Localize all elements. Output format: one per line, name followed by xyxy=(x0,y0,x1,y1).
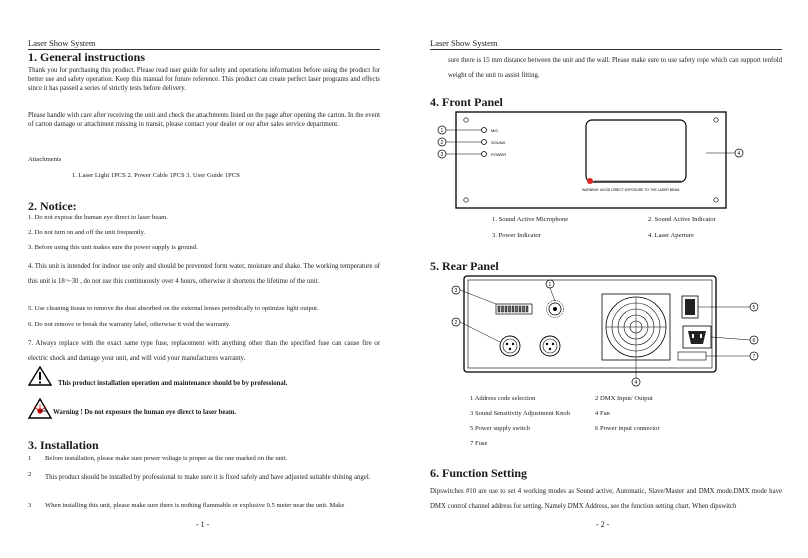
rear-legend-item: 5 Power supply switch xyxy=(470,425,530,432)
installation-item-text: This product should be installed by professional to make sure it is fixed safely and have adjusted suitable shining angel. xyxy=(45,474,371,481)
general-instructions-paragraph-2: Please handle with care after receiving the unit and check the attachments listed on the page after opening the carton. In the event of carton damage or attachment missing in transit, please contact your dealer or our after sales service department. xyxy=(28,112,380,128)
attachments-list: 1. Laser Light 1PCS 2. Power Cable 1PCS 3. User Guide 1PCS xyxy=(72,172,240,179)
left-page xyxy=(28,0,380,558)
svg-text:4: 4 xyxy=(634,380,638,386)
svg-text:5: 5 xyxy=(752,305,756,311)
rear-legend-item: 6 Power input connector xyxy=(595,425,660,432)
attachments-label: Attachments xyxy=(28,156,62,163)
svg-text:2: 2 xyxy=(440,140,444,146)
notice-item: 1. Do not expose the human eye direct to laser beam. xyxy=(28,214,168,221)
front-panel-heading: 4. Front Panel xyxy=(430,95,503,109)
general-instructions-heading: 1. General instructions xyxy=(28,50,145,64)
front-legend-item: 4. Laser Aperture xyxy=(648,232,694,239)
svg-text:2: 2 xyxy=(454,320,458,326)
svg-text:4: 4 xyxy=(737,151,741,157)
notice-item: 6. Do not remove or break the warranty label, otherwise it void the warranty. xyxy=(28,321,231,328)
rear-panel-heading: 5. Rear Panel xyxy=(430,259,499,273)
rear-legend-item: 2 DMX Input/ Output xyxy=(595,395,653,402)
front-fine-print: WARNING: AVOID DIRECT EXPOSURE TO THE LASER BEAM xyxy=(582,188,680,192)
laser-warning-icon xyxy=(28,398,52,419)
notice-item: 3. Before using this unit makes sure the power supply is ground. xyxy=(28,244,198,251)
svg-text:7: 7 xyxy=(752,354,756,360)
installation-item-text: Before installation, please make sure power voltage is proper as the one marked on the unit. xyxy=(45,455,288,462)
notice-item: 7. Always replace with the exact same type fuse, replacement with anything other than the specified fuse can cause fire or electric shock and damage your unit, and will void your manufactures warranty. xyxy=(28,340,380,362)
rear-legend-item: 7 Fuse xyxy=(470,440,488,447)
rear-legend-item: 4 Fan xyxy=(595,410,610,417)
front-legend-item: 2. Sound Active Indicator xyxy=(648,216,716,223)
laser-exposure-warning: Warning ! Do not exposure the human eye direct to laser beam. xyxy=(53,409,237,416)
page-number: - 1 - xyxy=(196,520,210,529)
page-number: - 2 - xyxy=(596,520,610,529)
front-mic-label: MIC xyxy=(491,128,499,133)
rear-panel-diagram xyxy=(450,274,775,390)
front-panel-diagram xyxy=(436,110,756,210)
installation-item-number: 2 xyxy=(28,471,32,478)
notice-item: 2. Do not turn on and off the unit frequently. xyxy=(28,229,146,236)
front-sound-label: SOUND xyxy=(491,140,506,145)
front-legend-item: 1. Sound Active Microphone xyxy=(492,216,569,223)
svg-text:3: 3 xyxy=(454,288,458,294)
installation-continued-text: sure there is 15 mm distance between the unit and the wall. Please make sure to use safety rope which can support tenfold weight of the unit to assist fitting. xyxy=(448,57,782,79)
svg-text:3: 3 xyxy=(440,152,444,158)
installation-heading: 3. Installation xyxy=(28,438,99,452)
caution-triangle-icon xyxy=(28,366,52,386)
installation-item-number: 1 xyxy=(28,455,32,462)
installation-item-text: When installing this unit, please make sure there is nothing flammable or explosive 0.5 meter near the unit. Make xyxy=(45,502,345,509)
rear-legend-item: 3 Sound Sensitivity Adjustment Knob xyxy=(470,410,571,417)
svg-text:1: 1 xyxy=(440,128,444,134)
installation-item-number: 3 xyxy=(28,502,32,509)
front-power-label: POWER xyxy=(491,152,507,157)
front-legend-item: 3. Power Indicator xyxy=(492,232,541,239)
function-setting-text: Dipswitches #10 are use to set 4 working modes as Sound active, Automatic, Slave/Master and DMX mode.DMX mode have DMX control channel address for setting, Namely DMX Address, see the function setting chart. When dipswitch xyxy=(430,488,782,510)
notice-item: 4. This unit is intended for indoor use only and should be prevented form water, moisture and shake. The working temperature of this unit is 18～30 , do not use this continuously over 4 hours, otherwise it shortens the lifetime of the unit. xyxy=(28,263,380,285)
general-instructions-paragraph-1: Thank you for purchasing this product. Please read user guide for safety and operations information before using the product for better use and safety operation. Keep this manual for future reference. This product can create perfect laser programs and effects since it has passed a series of strictly tests before delivery. xyxy=(28,67,380,92)
professional-warning: This product installation operation and maintenance should be by professional. xyxy=(58,380,288,387)
right-page-header: Laser Show System xyxy=(430,38,782,50)
right-page xyxy=(430,0,782,558)
svg-text:6: 6 xyxy=(752,338,756,344)
left-page-header: Laser Show System xyxy=(28,38,380,50)
svg-text:1: 1 xyxy=(548,282,552,288)
function-setting-heading: 6. Function Setting xyxy=(430,466,528,480)
notice-heading: 2. Notice: xyxy=(28,199,77,213)
rear-legend-item: 1 Address code selection xyxy=(470,395,536,402)
notice-item: 5. Use cleaning tissue to remove the dust absorbed on the external lenses periodically to optimize light output. xyxy=(28,305,319,312)
